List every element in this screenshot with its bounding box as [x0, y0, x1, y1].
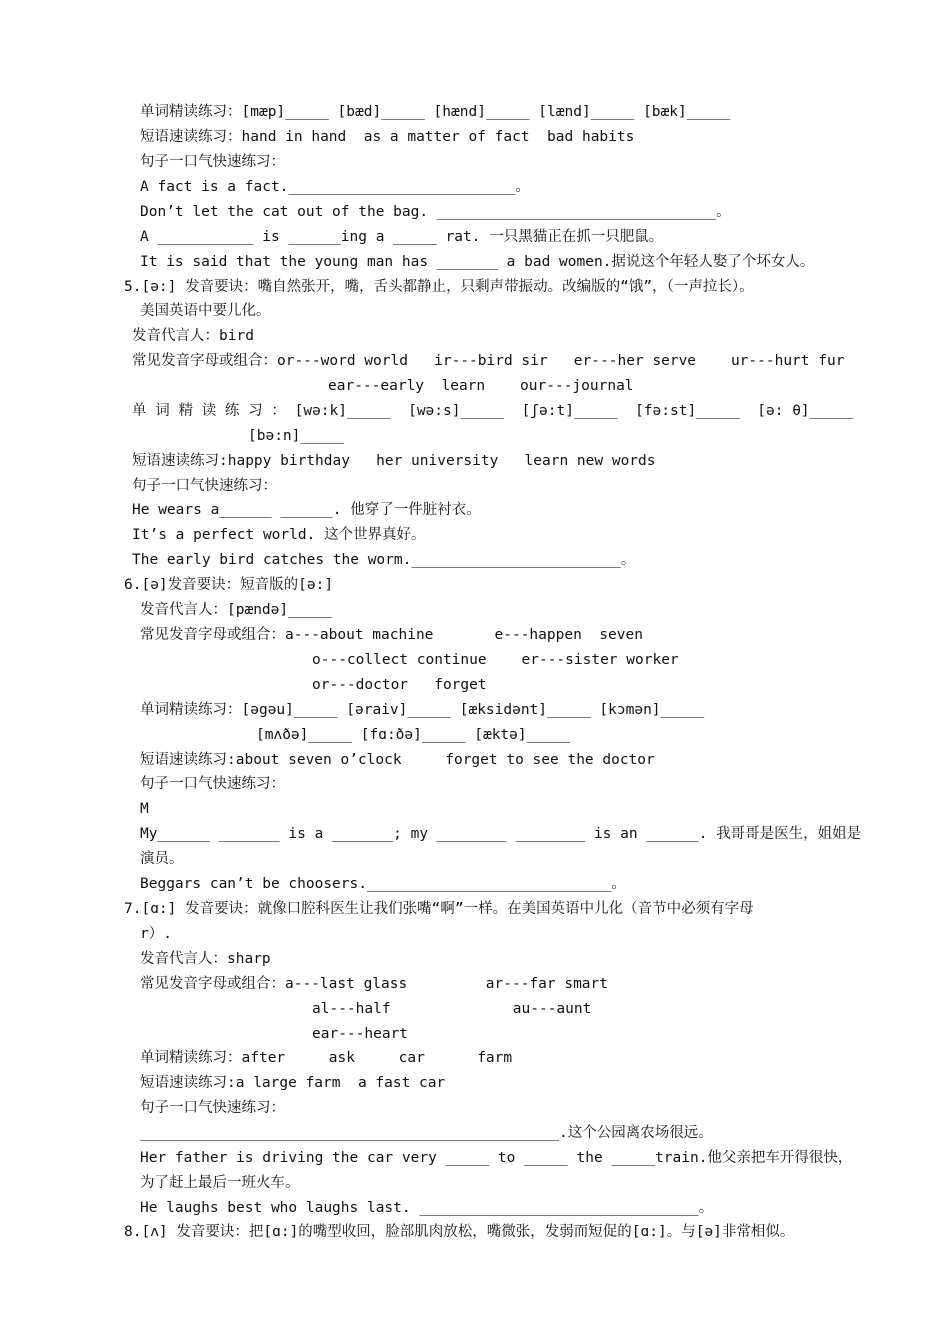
text-line: 发音代言人：bird — [132, 328, 254, 344]
text-line: o---collect continue er---sister worker — [312, 652, 679, 668]
text-line: He wears a______ ______. 他穿了一件脏衬衣。 — [132, 502, 481, 518]
text-line: 美国英语中要儿化。 — [140, 303, 271, 319]
text-line: or---doctor forget — [312, 677, 487, 693]
text-line: A fact is a fact.__________________________。 — [140, 179, 530, 195]
text-line: M — [140, 801, 149, 817]
text-line: It’s a perfect world. 这个世界真好。 — [132, 527, 426, 543]
text-line: 单词精读练习：[əgəu]_____ [əraiv]_____ [æksidənt]_____ [kɔmən]_____ — [140, 702, 705, 718]
text-line: 7.[ɑ:] 发音要诀：就像口腔科医生让我们张嘴“啊”一样。在美国英语中儿化（音节中必须有字母 — [124, 901, 754, 917]
text-line: 短语速读练习：hand in hand as a matter of fact bad habits — [140, 129, 635, 145]
text-line: 句子一口气快速练习： — [140, 776, 285, 792]
text-line: [bə:n]_____ — [248, 428, 345, 444]
text-line: 演员。 — [140, 851, 184, 867]
text-line: Beggars can’t be choosers.____________________________。 — [140, 876, 626, 892]
text-line: 发音代言人：sharp — [140, 951, 271, 967]
text-line: 常见发音字母或组合：a---last glass ar---far smart — [140, 976, 608, 992]
text-line: 6.[ə]发音要诀：短音版的[ə:] — [124, 577, 334, 593]
text-line: Don’t let the cat out of the bag. ________________________________。 — [140, 204, 731, 220]
text-line: al---half au---aunt — [312, 1001, 592, 1017]
text-line: 短语速读练习:a large farm a fast car — [140, 1075, 446, 1091]
text-line: 句子一口气快速练习： — [140, 154, 285, 170]
text-line: [mʌðə]_____ [fɑ:ðə]_____ [æktə]_____ — [256, 727, 571, 743]
text-line: Her father is driving the car very _____ to _____ the _____train.他父亲把车开得很快， — [140, 1150, 853, 1166]
text-line: He laughs best who laughs last. ________________________________。 — [140, 1200, 714, 1216]
text-line: ________________________________________________.这个公园离农场很远。 — [140, 1125, 713, 1141]
text-line: 句子一口气快速练习： — [132, 478, 277, 494]
text-line: 句子一口气快速练习： — [140, 1100, 285, 1116]
text-line: ear---early learn our---journal — [328, 378, 634, 394]
text-line: 常见发音字母或组合：a---about machine e---happen seven — [140, 627, 643, 643]
text-line: 8.[ʌ] 发音要诀：把[ɑ:]的嘴型收回，脸部肌肉放松，嘴微张，发弱而短促的[ɑ:]。与[ə]非常相似。 — [124, 1224, 795, 1240]
text-line: 发音代言人：[pændə]_____ — [140, 602, 332, 618]
text-line: r）. — [140, 926, 172, 942]
text-line: My______ _______ is a _______; my ________ ________ is an ______. 我哥哥是医生，姐姐是 — [140, 826, 862, 842]
text-line: 5.[ə:] 发音要诀：嘴自然张开，嘴，舌头都静止，只剩声带振动。改编版的“饿”，（一声拉长）。 — [124, 279, 754, 295]
text-line: 为了赶上最后一班火车。 — [140, 1175, 300, 1191]
text-line: It is said that the young man has _______ a bad women.据说这个年轻人娶了个坏女人。 — [140, 254, 815, 270]
text-line: 单 词 精 读 练 习 ： [wə:k]_____ [wə:s]_____ [ʃə:t]_____ [fə:st]_____ [ə: θ]_____ — [132, 403, 854, 419]
text-line: A ___________ is ______ing a _____ rat. 一只黑猫正在抓一只肥鼠。 — [140, 229, 664, 245]
text-line: 单词精读练习：[mæp]_____ [bæd]_____ [hænd]_____ [lænd]_____ [bæk]_____ — [140, 104, 731, 120]
text-line: The early bird catches the worm.________________________。 — [132, 552, 636, 568]
text-line: 短语速读练习:about seven o’clock forget to see the doctor — [140, 752, 655, 768]
text-line: 常见发音字母或组合：or---word world ir---bird sir er---her serve ur---hurt fur — [132, 353, 845, 369]
text-line: ear---heart — [312, 1026, 409, 1042]
text-line: 短语速读练习:happy birthday her university learn new words — [132, 453, 656, 469]
text-line: 单词精读练习：after ask car farm — [140, 1050, 513, 1066]
